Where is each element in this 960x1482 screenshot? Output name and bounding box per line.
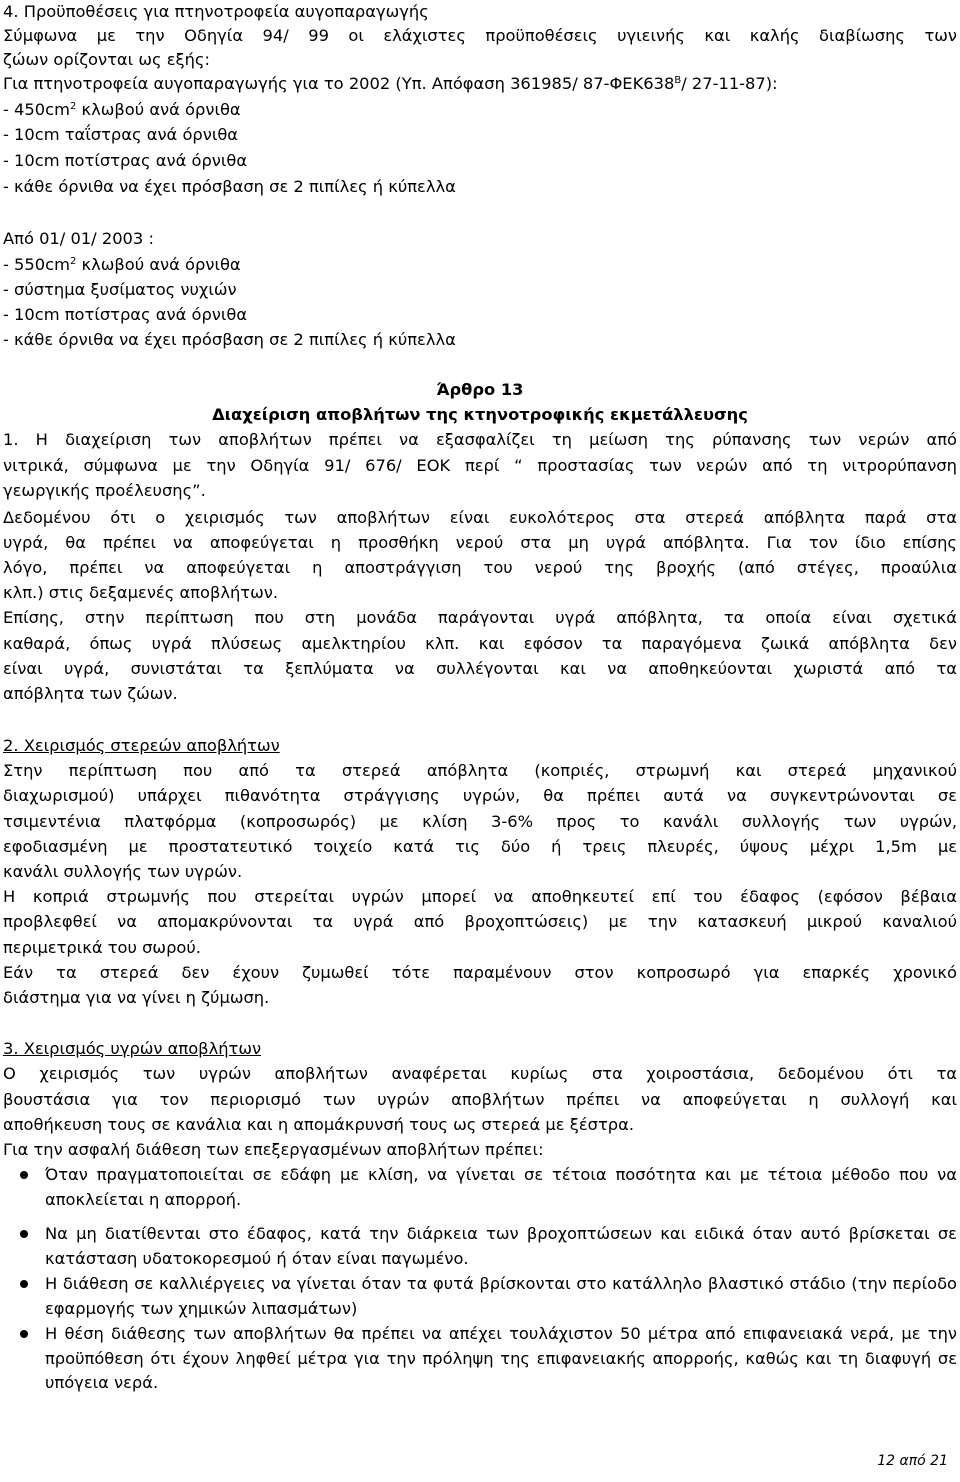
superscript: 2 bbox=[69, 101, 77, 112]
text-span: / 27-11-87): bbox=[681, 74, 778, 93]
section-title: 3. Χειρισμός υγρών αποβλήτων bbox=[3, 1039, 262, 1058]
paragraph-line: Εάν τα στερεά δεν έχουν ζυμωθεί τότε παραμένουν στον κοπροσωρό για επαρκές χρονικό bbox=[3, 963, 957, 982]
page-number: 12 από 21 bbox=[877, 1453, 948, 1469]
article-number: Άρθρο 13 bbox=[436, 380, 524, 399]
paragraph-line: βουστάσια για τον περιορισμό των υγρών αποβλήτων πρέπει να αποφεύγεται η συλλογή και bbox=[3, 1090, 957, 1109]
paragraph-line: διαχωρισμού) υπάρχει πιθανότητα στράγγισης υγρών, θα πρέπει αυτά να συγκεντρώνονται σε bbox=[3, 786, 957, 805]
list-item: - σύστημα ξυσίματος νυχιών bbox=[3, 280, 237, 299]
paragraph-line: Δεδομένου ότι ο χειρισμός των αποβλήτων είναι ευκολότερος στα στερεά απόβλητα παρά στα bbox=[3, 508, 957, 527]
list-item bbox=[3, 253, 241, 277]
paragraph-line: αποθήκευση τους σε κανάλια και η απομάκρυνσή τους ως στερεά με ξέστρα. bbox=[3, 1115, 634, 1134]
section-title: 2. Χειρισμός στερεών αποβλήτων bbox=[3, 736, 280, 755]
paragraph-line: γεωργικής προέλευσης”. bbox=[3, 481, 206, 500]
bullet-icon bbox=[20, 1330, 28, 1338]
bullet-icon bbox=[20, 1280, 28, 1288]
paragraph-line: απόβλητα των ζώων. bbox=[3, 684, 178, 703]
paragraph-line: καθαρά, όπως υγρά πλύσεως αμελκτηρίου κλπ. και εφόσον τα παραγόμενα ζωικά απόβλητα δεν bbox=[3, 634, 957, 653]
superscript: 2 bbox=[69, 256, 77, 267]
paragraph-line: λόγο, πρέπει να αποφεύγεται η αποστράγγιση του νερού της βροχής (από στέγες, προαύλια bbox=[3, 558, 957, 577]
paragraph-line: 1. Η διαχείριση των αποβλήτων πρέπει να εξασφαλίζει τη μείωση της ρύπανσης των νερών από bbox=[3, 430, 957, 449]
paragraph-line: διάστημα για να γίνει η ζύμωση. bbox=[3, 988, 270, 1007]
article-title: Διαχείριση αποβλήτων της κτηνοτροφικής εκμετάλλευσης bbox=[212, 405, 748, 424]
bullet-icon bbox=[20, 1171, 28, 1179]
list-item bbox=[3, 98, 241, 122]
paragraph-line: Η κοπριά στρωμνής που στερείται υγρών μπορεί να αποθηκευτεί επί του έδαφος (εφόσον βέβαια bbox=[3, 887, 957, 906]
paragraph-line: τσιμεντένια πλατφόρμα (κοπροσωρός) με κλίση 3-6% προς το κανάλι συλλογής των υγρών, bbox=[3, 812, 957, 831]
bullet-icon bbox=[20, 1230, 28, 1238]
bullet-item: Η θέση διάθεσης των αποβλήτων θα πρέπει να απέχει τουλάχιστον 50 μέτρα από επιφανειακά νερά, με την προϋπόθεση ότι έχουν ληφθεί μέτρα για την πρόληψη της επιφανειακής απορροής, καθώς και τη διαφυγή σε υπόγεια νερά. bbox=[45, 1324, 957, 1393]
bullet-item: Η διάθεση σε καλλιέργειες να γίνεται όταν τα φυτά βρίσκονται στο κατάλληλο βλαστικό στάδιο (την περίοδο εφαρμογής των χημικών λιπασμάτων) bbox=[45, 1274, 957, 1318]
paragraph-line: προβλεφθεί να απομακρύνονται τα υγρά από βροχοπτώσεις) με την κατασκευή μικρού καναλιού bbox=[3, 912, 957, 931]
paragraph-line: κλπ.) στις δεξαμενές αποβλήτων. bbox=[3, 583, 279, 602]
list-item: - κάθε όρνιθα να έχει πρόσβαση σε 2 πιπίλες ή κύπελλα bbox=[3, 177, 456, 196]
paragraph-line: υγρά, θα πρέπει να αποφεύγεται η προσθήκη νερού στα μη υγρά απόβλητα. Για τον ίδιο επίσης bbox=[3, 533, 957, 552]
paragraph-line: είναι υγρά, συνιστάται τα ξεπλύματα να συλλέγονται και να αποθηκεύονται χωριστά από τα bbox=[3, 659, 957, 678]
text-span: - 550cm bbox=[3, 255, 70, 274]
paragraph-line: εφοδιασμένη με προστατευτικό τοιχείο κατά τις δύο ή τρεις πλευρές, ύψους μέχρι 1,5m με bbox=[3, 837, 957, 856]
list-item: - 10cm ποτίστρας ανά όρνιθα bbox=[3, 151, 248, 170]
paragraph-line: κανάλι συλλογής των υγρών. bbox=[3, 862, 243, 881]
paragraph-line: Για την ασφαλή διάθεση των επεξεργασμένων αποβλήτων πρέπει: bbox=[3, 1140, 544, 1159]
paragraph-line: Σύμφωνα με την Οδηγία 94/ 99 οι ελάχιστες προϋποθέσεις υγιεινής και καλής διαβίωσης των bbox=[3, 26, 957, 45]
superscript: Β bbox=[674, 75, 682, 86]
paragraph-line bbox=[3, 72, 778, 96]
paragraph-line: ζώων ορίζονται ως εξής: bbox=[3, 50, 210, 69]
text-span: κλωβού ανά όρνιθα bbox=[76, 100, 241, 119]
section-heading: 4. Προϋποθέσεις για πτηνοτροφεία αυγοπαραγωγής bbox=[3, 2, 429, 21]
bullet-item: Να μη διατίθενται στο έδαφος, κατά την διάρκεια των βροχοπτώσεων και ειδικά όταν αυτό βρίσκεται σε κατάσταση υδατοκορεσμού ή όταν είναι παγωμένο. bbox=[45, 1224, 957, 1268]
paragraph-line: νιτρικά, σύμφωνα με την Οδηγία 91/ 676/ ΕΟΚ περί “ προστασίας των νερών από τη νιτρορύπανση bbox=[3, 456, 957, 475]
paragraph-line: περιμετρικά του σωρού. bbox=[3, 938, 201, 957]
text-span: - 450cm bbox=[3, 100, 70, 119]
list-item: - 10cm ποτίστρας ανά όρνιθα bbox=[3, 305, 248, 324]
list-title: Από 01/ 01/ 2003 : bbox=[3, 229, 154, 248]
list-item: - 10cm ταΐστρας ανά όρνιθα bbox=[3, 125, 239, 144]
text-span: κλωβού ανά όρνιθα bbox=[76, 255, 241, 274]
paragraph-line: Επίσης, στην περίπτωση που στη μονάδα παράγονται υγρά απόβλητα, τα οποία είναι σχετικά bbox=[3, 608, 957, 627]
paragraph-line: Ο χειρισμός των υγρών αποβλήτων αναφέρεται κυρίως στα χοιροστάσια, δεδομένου ότι τα bbox=[3, 1064, 957, 1083]
list-item: - κάθε όρνιθα να έχει πρόσβαση σε 2 πιπίλες ή κύπελλα bbox=[3, 330, 456, 349]
paragraph-line: Στην περίπτωση που από τα στερεά απόβλητα (κοπριές, στρωμνή και στερεά μηχανικού bbox=[3, 761, 957, 780]
bullet-item: Όταν πραγματοποιείται σε εδάφη με κλίση, να γίνεται σε τέτοια ποσότητα και με τέτοια μέθοδο που να αποκλείεται η απορροή. bbox=[45, 1165, 957, 1209]
text-span: Για πτηνοτροφεία αυγοπαραγωγής για το 2002 (Υπ. Απόφαση 361985/ 87-ΦΕΚ638 bbox=[3, 74, 675, 93]
